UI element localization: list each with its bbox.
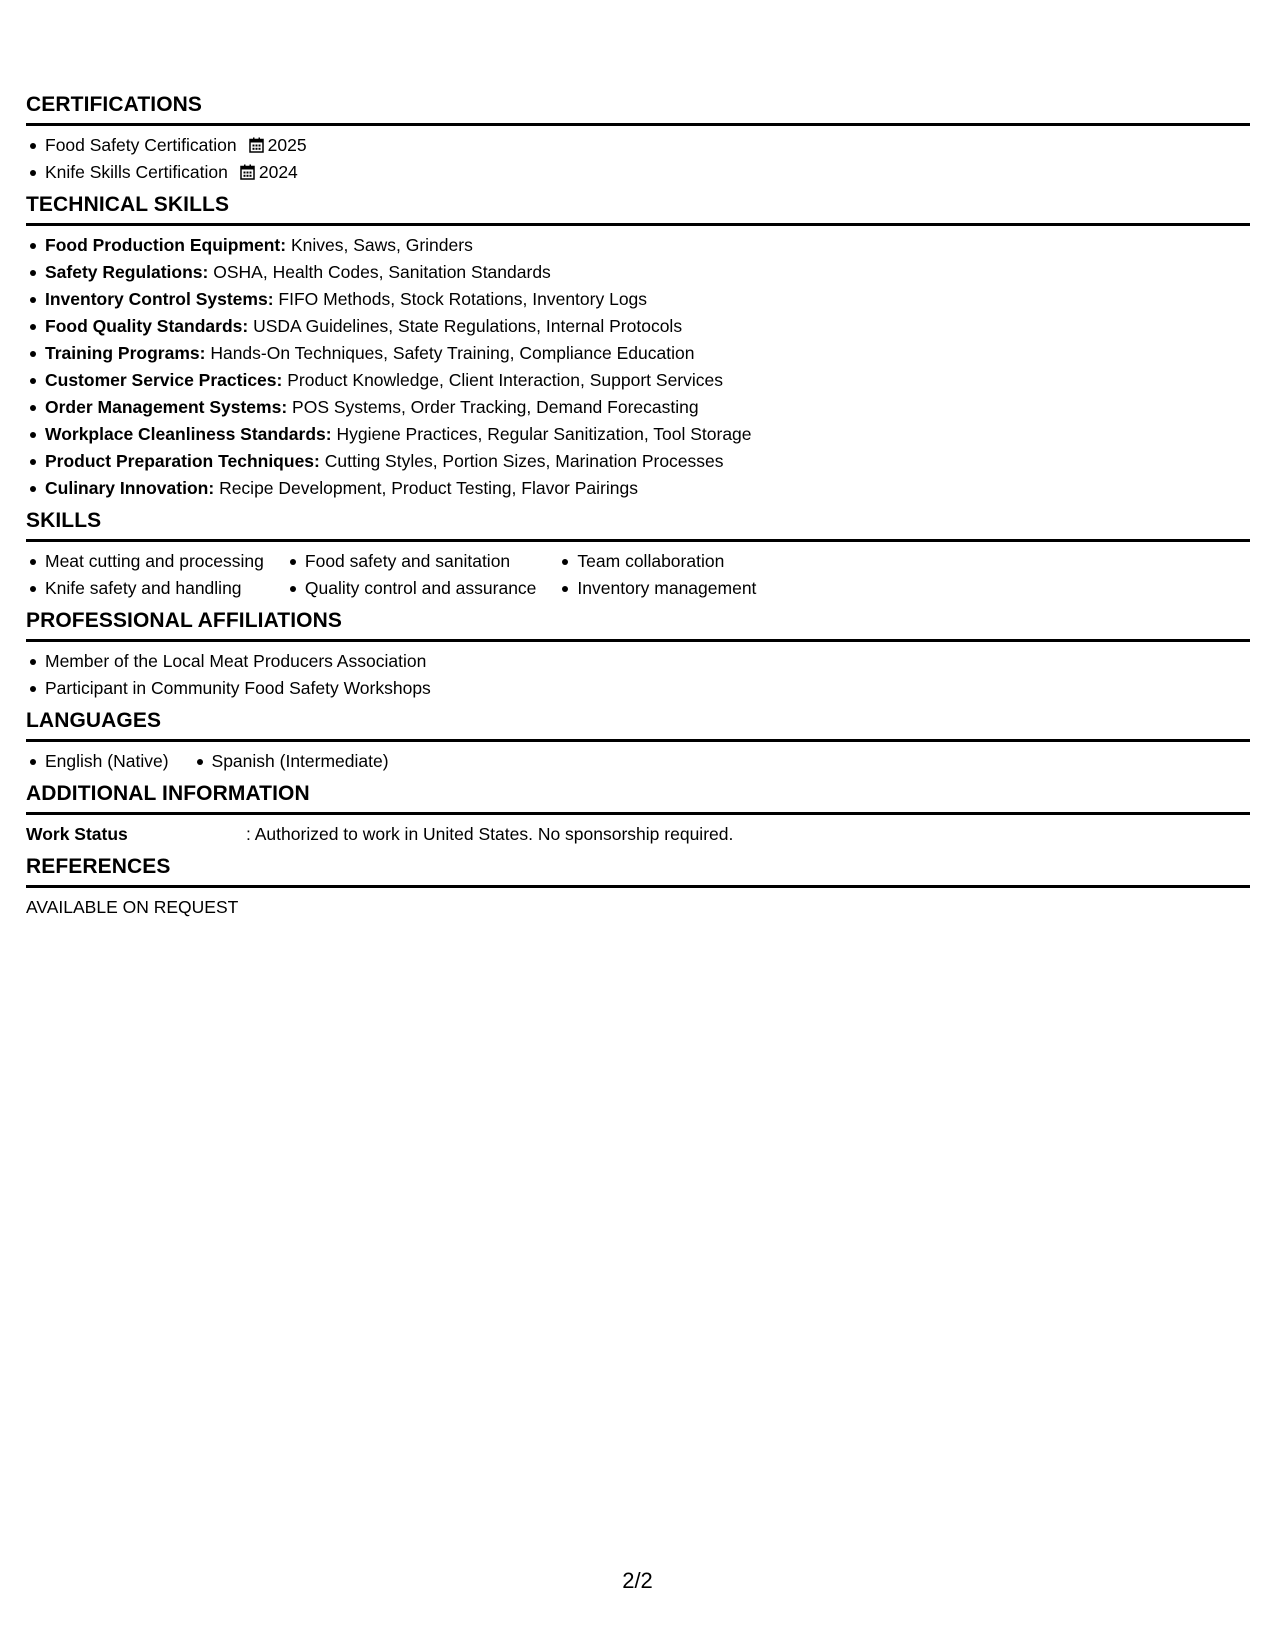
languages-section <box>26 708 1250 775</box>
list-item: Meat cutting and processing <box>26 548 264 575</box>
skill-values: POS Systems, Order Tracking, Demand Forecasting <box>292 397 699 417</box>
skill-values: FIFO Methods, Stock Rotations, Inventory Logs <box>278 289 648 309</box>
section-title: PROFESSIONAL AFFILIATIONS <box>26 608 1250 642</box>
resume-page <box>26 92 1250 927</box>
skills-column <box>558 548 756 602</box>
list-item <box>26 448 1250 475</box>
skill-category: Workplace Cleanliness Standards: <box>45 424 332 444</box>
references-text: AVAILABLE ON REQUEST <box>26 897 239 917</box>
additional-info-section <box>26 781 1250 848</box>
certification-year: 2024 <box>258 162 298 182</box>
affiliations-section <box>26 608 1250 702</box>
technical-skills-section <box>26 192 1250 502</box>
list-item <box>26 421 1250 448</box>
skill-category: Safety Regulations: <box>45 262 209 282</box>
skill-values: Hygiene Practices, Regular Sanitization, Tool Storage <box>336 424 752 444</box>
skill-category: Food Quality Standards: <box>45 316 249 336</box>
calendar-icon <box>240 164 255 180</box>
skill-category: Product Preparation Techniques: <box>45 451 320 471</box>
certification-name: Knife Skills Certification <box>45 162 228 182</box>
skills-column <box>26 548 264 602</box>
list-item <box>26 132 1250 159</box>
list-item: Member of the Local Meat Producers Association <box>26 648 1250 675</box>
list-item <box>26 313 1250 340</box>
list-item: Knife safety and handling <box>26 575 264 602</box>
skill-values: Hands-On Techniques, Safety Training, Compliance Education <box>210 343 695 363</box>
skill-values: USDA Guidelines, State Regulations, Internal Protocols <box>253 316 683 336</box>
languages-list <box>26 748 1250 775</box>
skill-category: Order Management Systems: <box>45 397 288 417</box>
section-title: ADDITIONAL INFORMATION <box>26 781 1250 815</box>
certifications-section <box>26 92 1250 186</box>
list-item: Participant in Community Food Safety Workshops <box>26 675 1250 702</box>
skill-category: Inventory Control Systems: <box>45 289 274 309</box>
info-row <box>26 821 1250 848</box>
skill-values: Product Knowledge, Client Interaction, Support Services <box>287 370 724 390</box>
list-item: Inventory management <box>558 575 756 602</box>
skills-column <box>286 548 537 602</box>
skill-category: Customer Service Practices: <box>45 370 283 390</box>
list-item <box>26 159 1250 186</box>
list-item: Food safety and sanitation <box>286 548 537 575</box>
affiliations-list <box>26 648 1250 702</box>
list-item <box>26 232 1250 259</box>
section-title: CERTIFICATIONS <box>26 92 1250 126</box>
section-title: TECHNICAL SKILLS <box>26 192 1250 226</box>
skill-category: Training Programs: <box>45 343 206 363</box>
list-item <box>26 367 1250 394</box>
list-item: English (Native) <box>26 748 169 775</box>
calendar-icon <box>249 137 264 153</box>
skills-section <box>26 508 1250 602</box>
skill-category: Food Production Equipment: <box>45 235 287 255</box>
skills-grid <box>26 548 1250 602</box>
skill-values: OSHA, Health Codes, Sanitation Standards <box>213 262 551 282</box>
skill-category: Culinary Innovation: <box>45 478 215 498</box>
section-title: REFERENCES <box>26 854 1250 888</box>
section-title: LANGUAGES <box>26 708 1250 742</box>
list-item: Quality control and assurance <box>286 575 537 602</box>
section-title: SKILLS <box>26 508 1250 542</box>
certifications-list <box>26 132 1250 186</box>
skill-values: Knives, Saws, Grinders <box>290 235 473 255</box>
list-item: Team collaboration <box>558 548 756 575</box>
references-section <box>26 854 1250 921</box>
page-number: 2/2 <box>622 1568 653 1593</box>
info-label: Work Status <box>26 824 128 844</box>
certification-year: 2025 <box>267 135 307 155</box>
list-item <box>26 259 1250 286</box>
info-value: : Authorized to work in United States. No sponsorship required. <box>246 824 734 844</box>
certification-name: Food Safety Certification <box>45 135 237 155</box>
list-item <box>26 286 1250 313</box>
list-item <box>26 340 1250 367</box>
list-item <box>26 475 1250 502</box>
list-item: Spanish (Intermediate) <box>193 748 389 775</box>
technical-skills-list <box>26 232 1250 502</box>
skill-values: Recipe Development, Product Testing, Flavor Pairings <box>219 478 638 498</box>
skill-values: Cutting Styles, Portion Sizes, Marination Processes <box>324 451 724 471</box>
list-item <box>26 394 1250 421</box>
